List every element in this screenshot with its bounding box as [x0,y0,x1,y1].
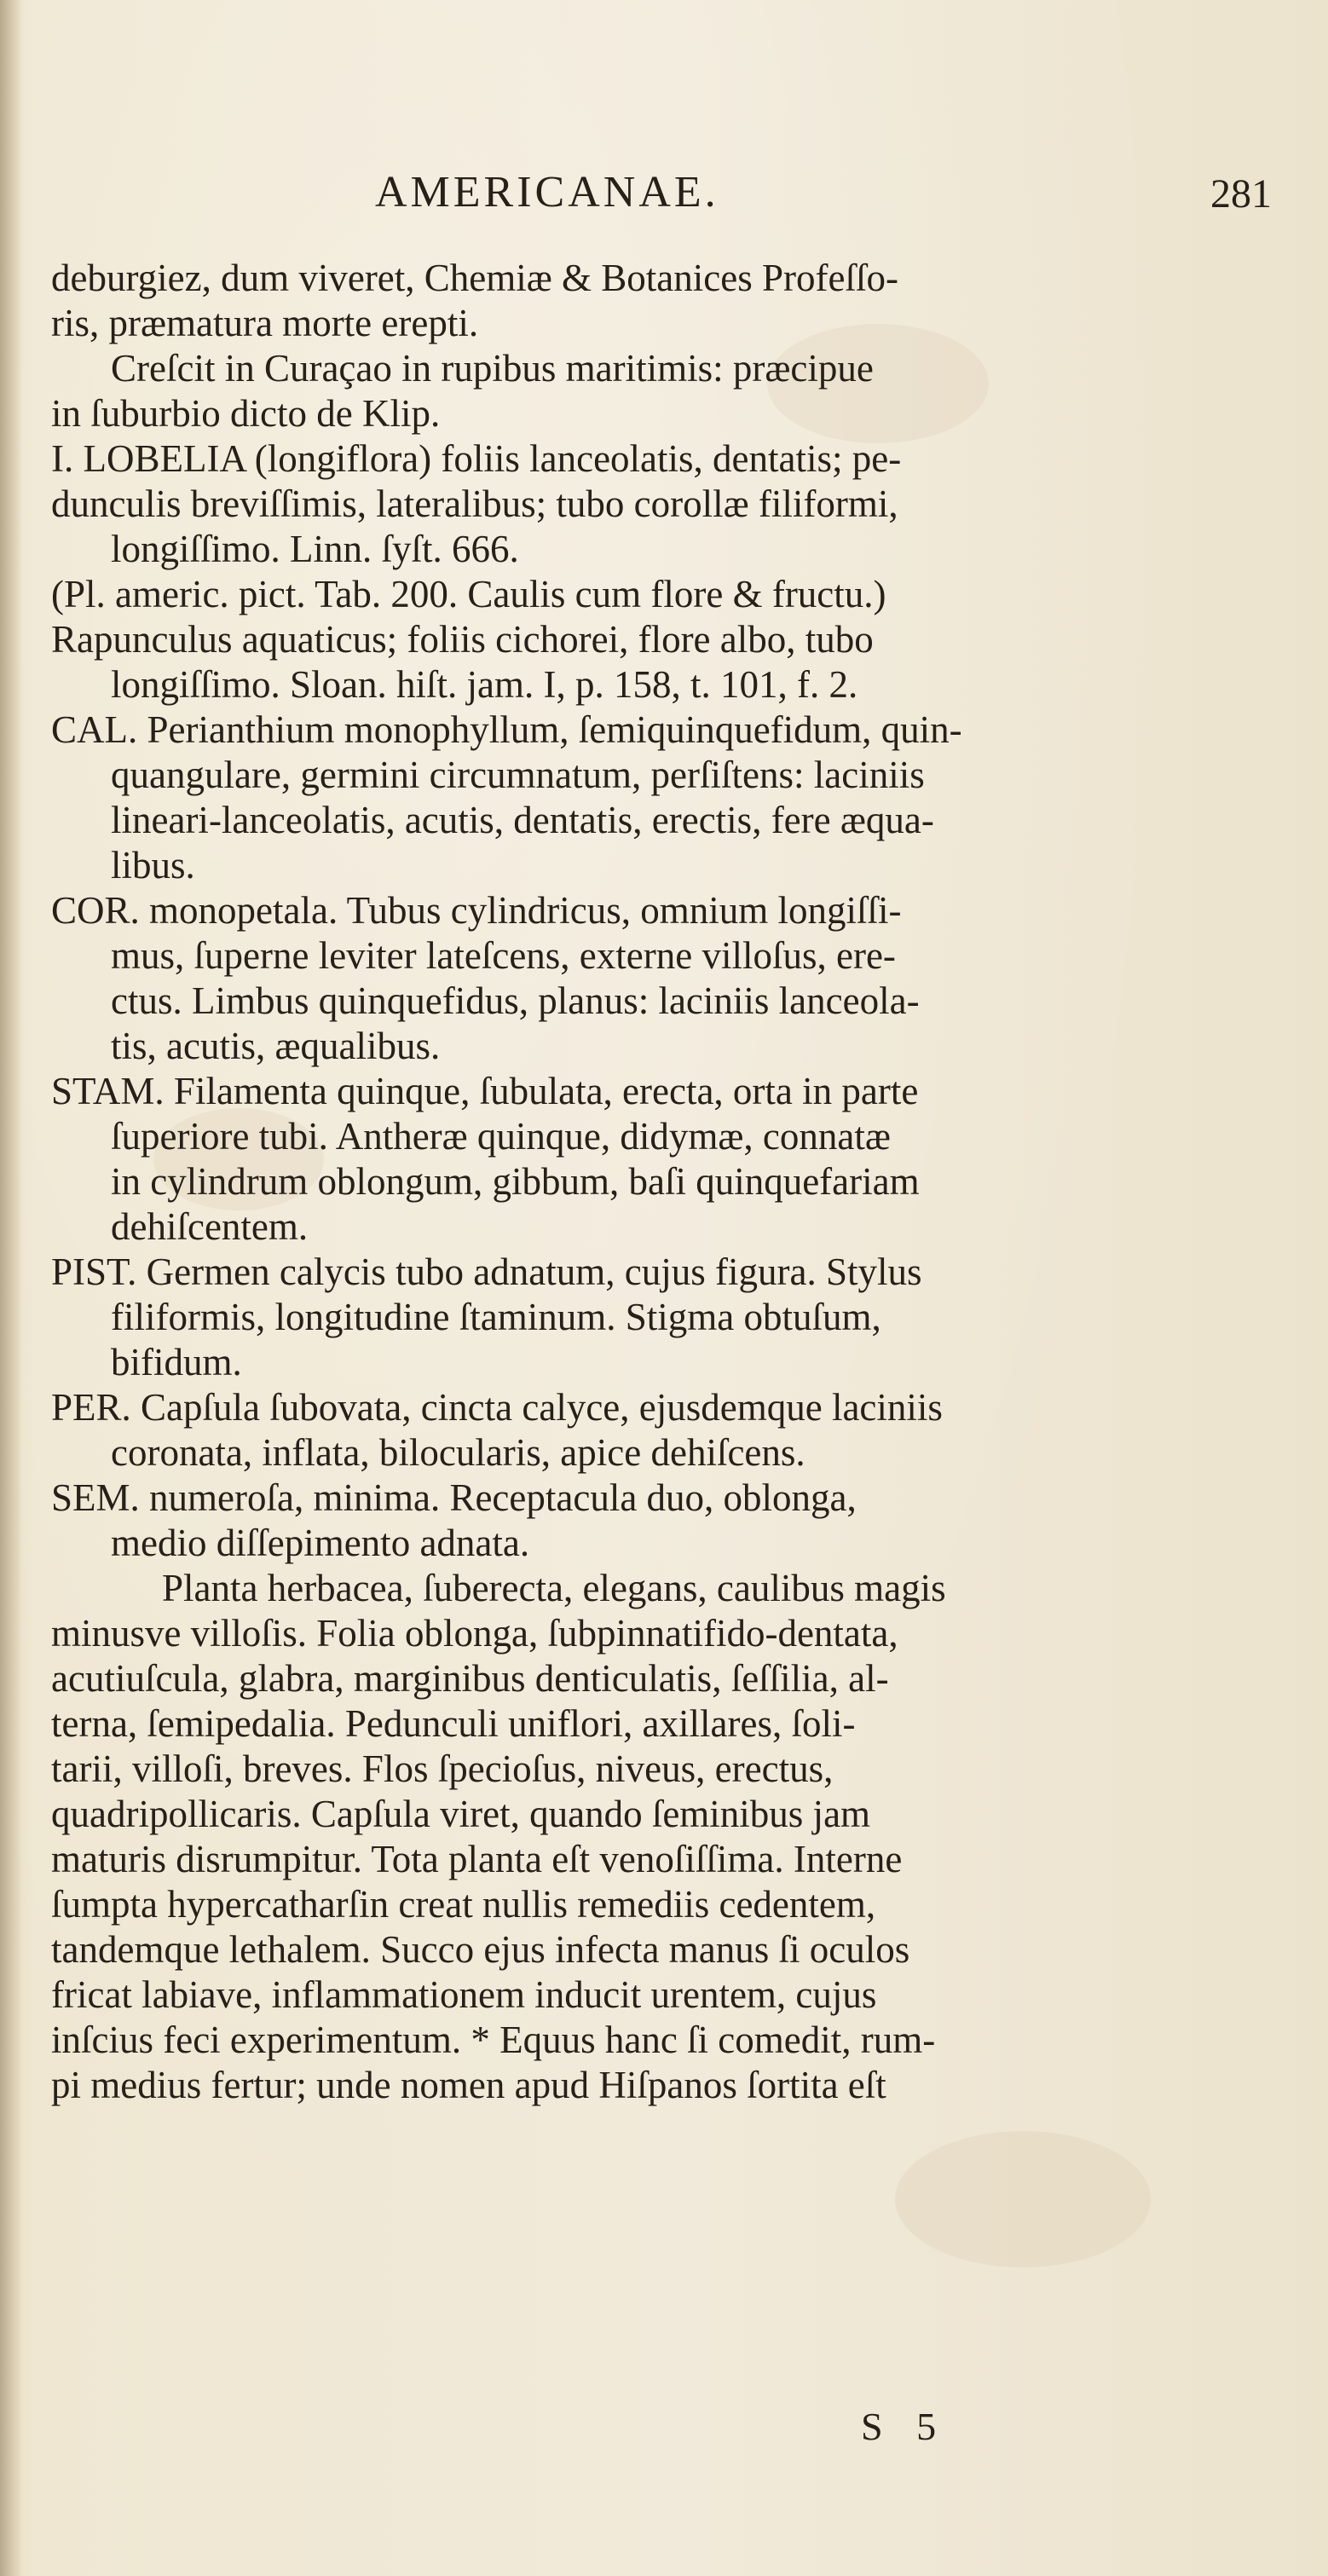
text-line: bifidum. [111,1341,242,1383]
text-line: in ſuburbio dicto de Klip. [51,392,441,435]
text-line: SEM. numeroſa, minima. Receptacula duo, oblonga, [51,1476,857,1519]
text-line: I. LOBELIA (longiflora) foliis lanceolatis, dentatis; pe- [51,437,902,480]
text-line: acutiuſcula, glabra, marginibus denticulatis, ſeſſilia, al- [51,1657,889,1700]
text-line: minusve villoſis. Folia oblonga, ſubpinnatifido-dentata, [51,1612,898,1655]
text-line: in cylindrum oblongum, gibbum, baſi quinquefariam [111,1160,920,1203]
text-line: CAL. Perianthium monophyllum, ſemiquinquefidum, quin- [51,708,962,751]
text-line: STAM. Filamenta quinque, ſubulata, erecta, orta in parte [51,1070,919,1112]
text-line: Rapunculus aquaticus; foliis cichorei, flore albo, tubo [51,618,874,661]
text-line: dunculis breviſſimis, lateralibus; tubo corollæ filiformi, [51,482,898,525]
text-line: tarii, villoſi, breves. Flos ſpecioſus, niveus, erectus, [51,1747,834,1790]
text-line: tis, acutis, æqualibus. [111,1025,441,1067]
text-line: filiformis, longitudine ſtaminum. Stigma obtuſum, [111,1296,881,1338]
text-line: (Pl. americ. pict. Tab. 200. Caulis cum flore & fructu.) [51,573,886,615]
text-line: longiſſimo. Linn. ſyſt. 666. [111,528,519,570]
text-line: coronata, inflata, bilocularis, apice dehiſcens. [111,1431,805,1474]
text-line: Planta herbacea, ſuberecta, elegans, caulibus magis [162,1567,946,1609]
text-line: PER. Capſula ſubovata, cincta calyce, ejusdemque laciniis [51,1386,943,1429]
page-header [0,167,1328,235]
body-text [51,256,1287,2108]
signature-mark: S 5 [861,2405,949,2448]
running-head: AMERICANAE. [375,168,719,217]
text-line: dehiſcentem. [111,1205,309,1248]
text-line: lineari-lanceolatis, acutis, dentatis, erectis, fere æqua- [111,799,934,841]
text-line: quadripollicaris. Capſula viret, quando ſeminibus jam [51,1793,871,1835]
text-line: ris, præmatura morte erepti. [51,302,479,344]
text-line: deburgiez, dum viveret, Chemiæ & Botanices Profeſſo- [51,257,898,299]
text-line: terna, ſemipedalia. Pedunculi uniflori, axillares, ſoli- [51,1702,856,1745]
text-line: ſuperiore tubi. Antheræ quinque, didymæ, connatæ [111,1115,891,1158]
text-line: quangulare, germini circumnatum, perſiſtens: laciniis [111,754,925,796]
text-line: maturis disrumpitur. Tota planta eſt venoſiſſima. Interne [51,1838,903,1880]
text-line: ſumpta hypercatharſin creat nullis remediis cedentem, [51,1883,876,1926]
text-line: PIST. Germen calycis tubo adnatum, cujus figura. Stylus [51,1250,922,1293]
page-number: 281 [1210,171,1272,217]
text-line: tandemque lethalem. Succo ejus infecta manus ſi oculos [51,1928,910,1971]
page-binding-edge [0,0,22,2576]
text-line: mus, ſuperne leviter lateſcens, externe villoſus, ere- [111,934,896,977]
text-line: pi medius fertur; unde nomen apud Hiſpanos ſortita eſt [51,2064,886,2106]
text-line: longiſſimo. Sloan. hiſt. jam. I, p. 158, t. 101, f. 2. [111,663,858,706]
paper-stain [895,2131,1151,2267]
text-line: libus. [111,844,195,887]
text-line: fricat labiave, inflammationem inducit urentem, cujus [51,1973,877,2016]
text-line: ctus. Limbus quinquefidus, planus: laciniis lanceola- [111,979,920,1022]
text-line: inſcius feci experimentum. * Equus hanc ſi comedit, rum- [51,2019,936,2061]
text-line: Creſcit in Curaçao in rupibus maritimis: præcipue [111,347,874,390]
text-line: COR. monopetala. Tubus cylindricus, omnium longiſſi- [51,889,902,932]
text-line: medio diſſepimento adnata. [111,1522,530,1564]
